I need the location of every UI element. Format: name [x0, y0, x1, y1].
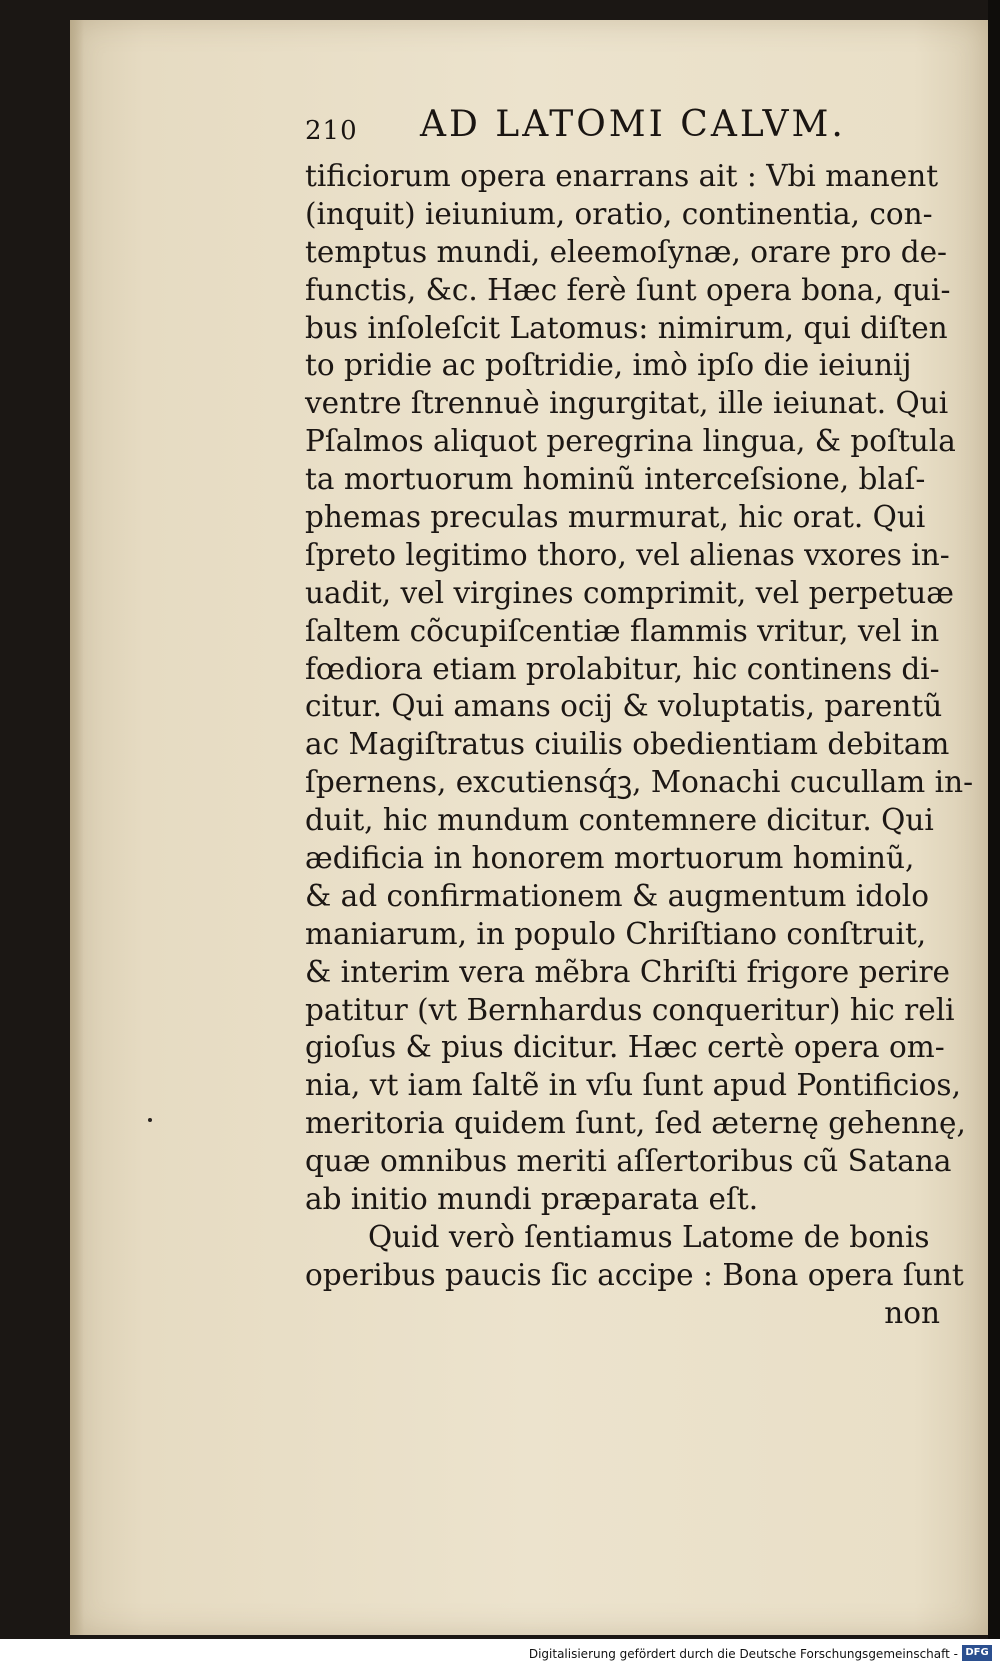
text-line: & interim vera mẽbra Chriſti frigore perire — [305, 954, 951, 989]
text-line: ſaltem cõcupiſcentiæ flammis vritur, vel in — [305, 613, 940, 648]
text-line: tificiorum opera enarrans ait : Vbi manent — [305, 159, 939, 193]
text-line: bus inſoleſcit Latomus: nimirum, qui diſten — [305, 310, 948, 345]
text-line: phemas preculas murmurat, hic orat. Qui — [305, 500, 926, 535]
text-line: citur. Qui amans ocij & voluptatis, parentũ — [305, 689, 943, 724]
text-line: ta mortuorum hominũ interceſsione, blaſ- — [305, 462, 926, 497]
text-line: patitur (vt Bernhardus conqueritur) hic reli — [305, 992, 955, 1027]
text-line: ab initio mundi præparata eſt. — [305, 1182, 759, 1217]
text-line: temptus mundi, eleemoſynæ, orare pro de- — [305, 234, 948, 269]
text-line: quæ omnibus meriti aſſertoribus cũ Satana — [305, 1144, 952, 1179]
text-line: ædificia in honorem mortuorum hominũ, — [305, 841, 915, 876]
text-line: operibus paucis ſic accipe : Bona opera ſunt — [305, 1257, 964, 1292]
text-line: Pſalmos aliquot peregrina lingua, & poſtula — [305, 424, 956, 459]
text-line: ſpernens, excutiensq́ꝫ, Monachi cucullam in- — [305, 765, 974, 800]
scan-border — [988, 0, 1000, 1669]
running-title: AD LATOMI CALVM. — [420, 104, 846, 145]
text-line: fœdiora etiam prolabitur, hic continens di- — [305, 651, 940, 686]
page-edge-shadow — [70, 20, 84, 1635]
text-line: to pridie ac poſtridie, imò ipſo die ieiunij — [305, 348, 912, 383]
text-line: & ad confirmationem & augmentum idolo — [305, 878, 929, 913]
text-block — [305, 158, 974, 1333]
text-line: ventre ſtrennuè ingurgitat, ille ieiunat. Qui — [305, 386, 949, 421]
text-line: duit, hic mundum contemnere dicitur. Qui — [305, 803, 934, 838]
text-line: ſpreto legitimo thoro, vel alienas vxores in- — [305, 537, 950, 572]
text-line: maniarum, in populo Chriſtiano conſtruit, — [305, 916, 927, 951]
page-header — [305, 104, 885, 156]
text-line: (inquit) ieiunium, oratio, continentia, con- — [305, 196, 933, 231]
catchword: non — [884, 1295, 940, 1330]
text-line: gioſus & pius dicitur. Hæc certè opera om- — [305, 1030, 945, 1065]
paragraph-start-line: Quid verò ſentiamus Latome de bonis — [368, 1219, 930, 1254]
text-line: uadit, vel virgines comprimit, vel perpetuæ — [305, 575, 954, 610]
text-line: nia, vt iam ſaltẽ in vſu ſunt apud Pontificios, — [305, 1068, 961, 1103]
page-number: 210 — [305, 116, 358, 146]
footer-bar — [0, 1639, 1000, 1669]
text-line: meritoria quidem ſunt, ſed æternę gehennę, — [305, 1106, 966, 1141]
funding-credit: Digitalisierung gefördert durch die Deutsche Forschungsgemeinschaft - — [528, 1647, 958, 1661]
text-line: ac Magiſtratus ciuilis obedientiam debitam — [305, 727, 950, 762]
text-line: functis, &c. Hæc ferè ſunt opera bona, qui- — [305, 272, 951, 307]
ink-speck — [148, 1118, 152, 1122]
dfg-logo-icon: DFG — [962, 1645, 992, 1661]
